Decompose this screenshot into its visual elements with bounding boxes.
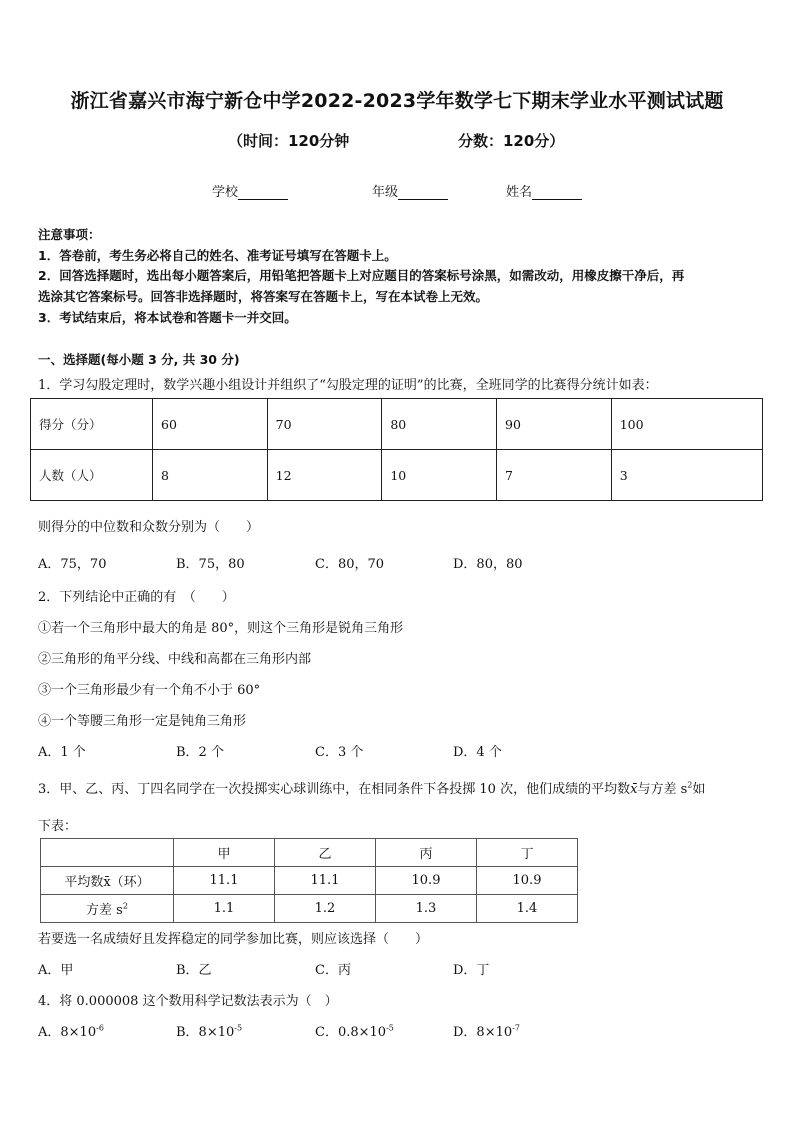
q4-option-b[interactable] — [176, 1021, 242, 1040]
option-text: C．0.8×10 — [315, 1025, 387, 1040]
table-cell — [41, 839, 174, 867]
name-label: 姓名 — [506, 185, 533, 200]
table-cell: 甲 — [174, 839, 275, 867]
notes-heading: 注意事项： — [38, 227, 101, 242]
table-cell: 11.1 — [275, 867, 376, 895]
q1-option-d[interactable]: D．80，80 — [453, 557, 523, 572]
table-row — [31, 399, 763, 450]
mean-symbol: x̄ — [630, 782, 638, 797]
q3-option-a[interactable]: A．甲 — [38, 963, 74, 978]
table-cell: 10 — [382, 450, 497, 501]
option-text: D．8×10 — [453, 1025, 513, 1040]
q3-option-c[interactable]: C．丙 — [315, 963, 351, 978]
table-cell: 70 — [267, 399, 382, 450]
exponent: -6 — [96, 1023, 104, 1033]
q1-stem: 1．学习勾股定理时，数学兴趣小组设计并组织了“勾股定理的证明”的比赛，全班同学的比赛得分统计如表： — [38, 378, 658, 393]
grade-label: 年级 — [372, 185, 399, 200]
q3-stem-text: 如 — [692, 782, 706, 797]
exponent: -7 — [512, 1023, 520, 1033]
q3-stem-text: 3．甲、乙、丙、丁四名同学在一次投掷实心球训练中，在相同条件下各投掷 10 次，他们成绩的平均数 — [38, 782, 631, 797]
table-cell: 得分（分） — [31, 399, 153, 450]
table-cell: 100 — [611, 399, 762, 450]
q1-option-b[interactable]: B．75，80 — [176, 557, 245, 572]
q2-option-d[interactable]: D．4 个 — [453, 745, 502, 760]
q3-stem-text: 与方差 s — [637, 782, 688, 797]
square-superscript: 2 — [687, 780, 693, 790]
q1-option-a[interactable]: A．75，70 — [38, 557, 107, 572]
table-cell: 3 — [611, 450, 762, 501]
table-row — [31, 450, 763, 501]
square-superscript: 2 — [122, 901, 128, 911]
table-cell: 60 — [153, 399, 268, 450]
score-info: 分数：120分） — [458, 132, 565, 150]
table-cell: 12 — [267, 450, 382, 501]
q3-option-d[interactable]: D．丁 — [453, 963, 490, 978]
grade-field[interactable] — [372, 181, 448, 200]
exponent: -5 — [234, 1023, 243, 1033]
page-title: 浙江省嘉兴市海宁新仓中学2022-2023学年数学七下期末学业水平测试试题 — [70, 90, 724, 112]
q2-stem: 2．下列结论中正确的有 （ ） — [38, 590, 235, 605]
option-text: B．8×10 — [176, 1025, 235, 1040]
q2-statement: ③一个三角形最少有一个角不小于 60° — [38, 683, 261, 698]
q4-stem: 4．将 0.000008 这个数用科学记数法表示为（ ） — [38, 994, 338, 1009]
q4-option-a[interactable] — [38, 1021, 104, 1040]
table-cell: 乙 — [275, 839, 376, 867]
q3-stem — [38, 778, 705, 797]
time-info: （时间：120分钟 — [228, 132, 350, 150]
school-field[interactable] — [212, 181, 288, 200]
table-cell: 1.2 — [275, 895, 376, 923]
note-item: 1．答卷前，考生务必将自己的姓名、准考证号填写在答题卡上。 — [38, 248, 397, 263]
q2-statement: ②三角形的角平分线、中线和高都在三角形内部 — [38, 652, 312, 667]
q2-statement: ①若一个三角形中最大的角是 80°，则这个三角形是锐角三角形 — [38, 621, 404, 636]
option-text: A．8×10 — [38, 1025, 97, 1040]
table-cell: 10.9 — [477, 867, 578, 895]
table-cell: 人数（人） — [31, 450, 153, 501]
table-cell: 1.4 — [477, 895, 578, 923]
note-item: 2．回答选择题时，选出每小题答案后，用铅笔把答题卡上对应题目的答案标号涂黑，如需改动，用橡皮擦干净后，再 — [38, 268, 685, 283]
table-cell: 11.1 — [174, 867, 275, 895]
q4-option-c[interactable] — [315, 1021, 394, 1040]
table-cell — [41, 895, 174, 923]
q1-option-c[interactable]: C．80，70 — [315, 557, 385, 572]
table-cell: 10.9 — [376, 867, 477, 895]
q3-table — [40, 838, 578, 923]
table-row — [41, 867, 578, 895]
q3-stem-line2: 下表： — [38, 819, 78, 834]
table-cell: 丁 — [477, 839, 578, 867]
q3-question: 若要选一名成绩好且发挥稳定的同学参加比赛，则应该选择（ ） — [38, 932, 429, 947]
q2-option-c[interactable]: C．3 个 — [315, 745, 364, 760]
table-cell: 丙 — [376, 839, 477, 867]
note-item: 3．考试结束后，将本试卷和答题卡一并交回。 — [38, 310, 297, 325]
table-row — [41, 839, 578, 867]
name-field[interactable] — [506, 181, 582, 200]
variance-label: 方差 s — [86, 903, 123, 918]
q2-option-b[interactable]: B．2 个 — [176, 745, 224, 760]
table-cell: 1.3 — [376, 895, 477, 923]
q1-table — [30, 398, 763, 501]
section-heading: 一、选择题(每小题 3 分, 共 30 分) — [38, 352, 240, 367]
q4-option-d[interactable] — [453, 1021, 520, 1040]
note-item: 选涂其它答案标号。回答非选择题时，将答案写在答题卡上，写在本试卷上无效。 — [38, 289, 489, 304]
table-cell: 平均数x̄（环） — [41, 867, 174, 895]
table-cell: 7 — [497, 450, 612, 501]
table-cell: 90 — [497, 399, 612, 450]
table-cell: 8 — [153, 450, 268, 501]
exponent: -5 — [386, 1023, 394, 1033]
table-row — [41, 895, 578, 923]
q2-statement: ④一个等腰三角形一定是钝角三角形 — [38, 714, 247, 729]
q3-option-b[interactable]: B．乙 — [176, 963, 212, 978]
q1-question: 则得分的中位数和众数分别为（ ） — [38, 520, 260, 535]
table-cell: 1.1 — [174, 895, 275, 923]
q2-option-a[interactable]: A．1 个 — [38, 745, 86, 760]
table-cell: 80 — [382, 399, 497, 450]
school-label: 学校 — [212, 185, 239, 200]
